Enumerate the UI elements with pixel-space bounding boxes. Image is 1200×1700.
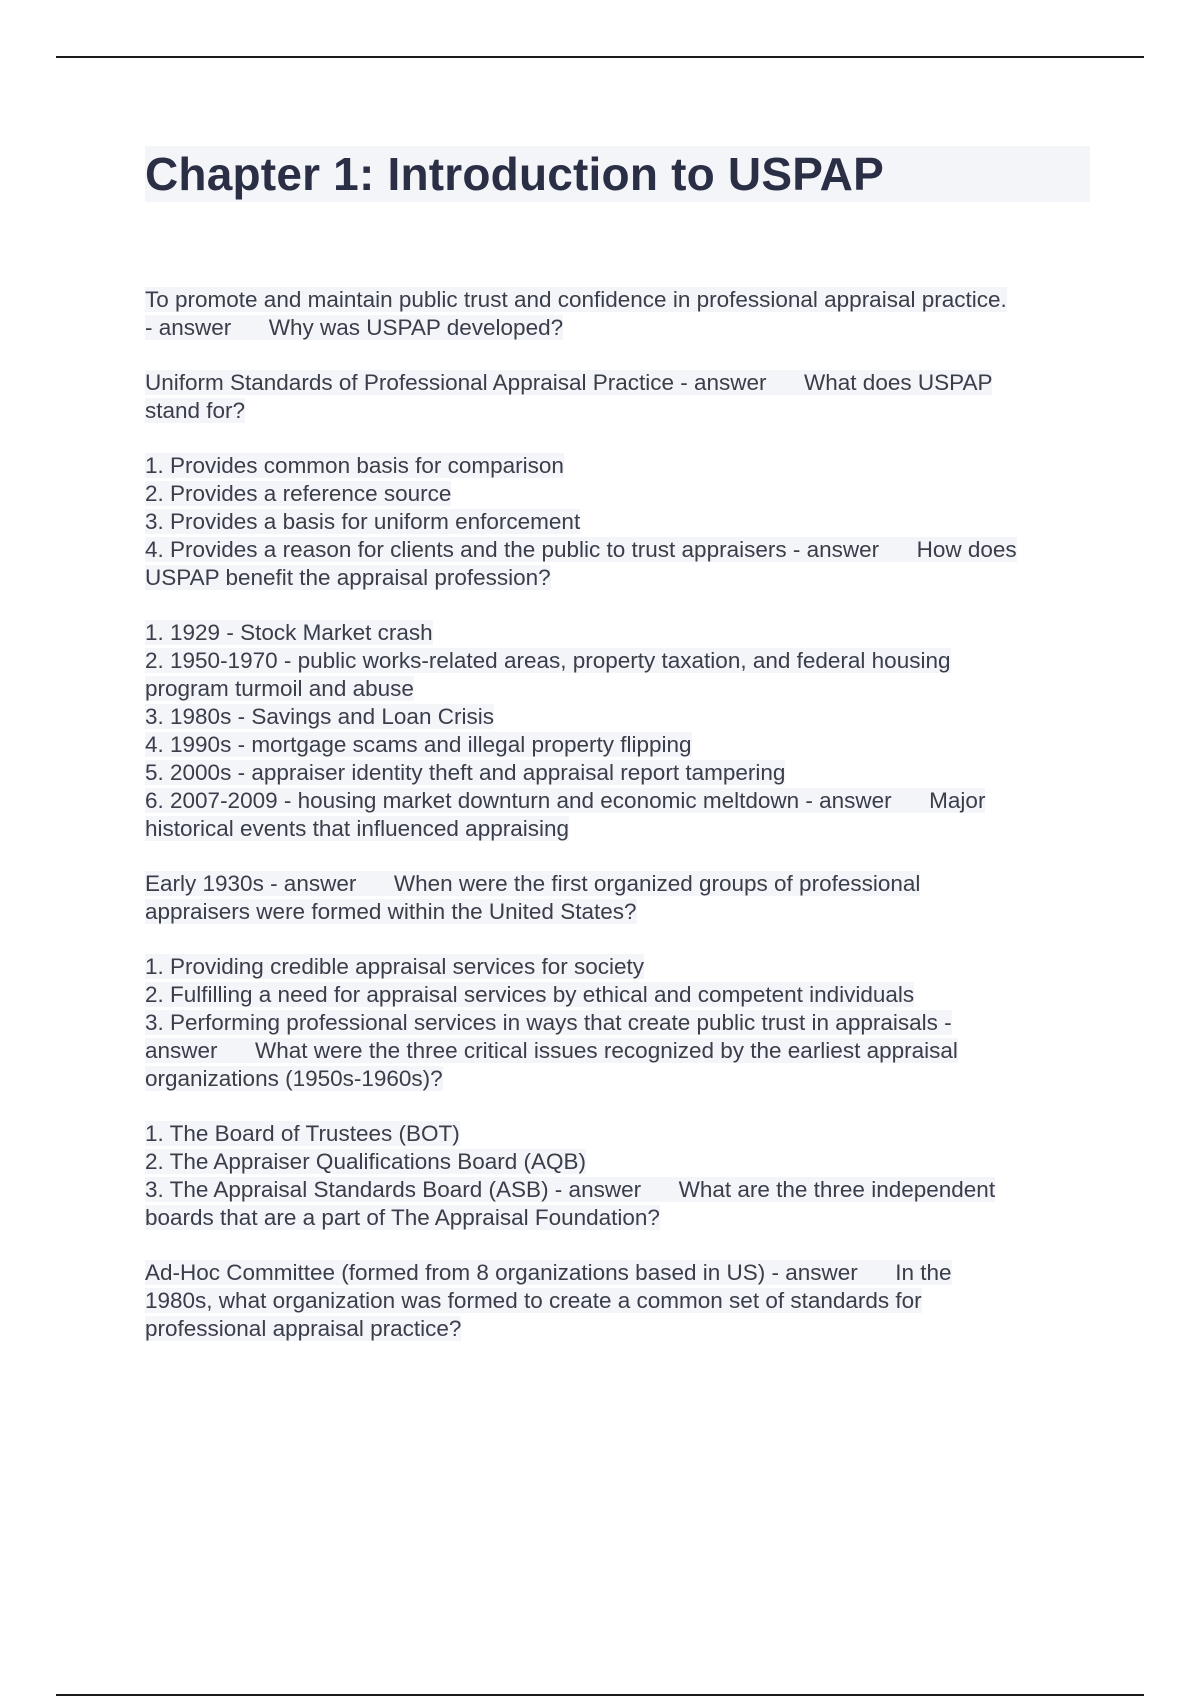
qa-line: Ad-Hoc Committee (formed from 8 organizations based in US) - answer In the xyxy=(145,1260,952,1285)
qa-list xyxy=(145,286,1090,1343)
qa-line: 2. The Appraiser Qualifications Board (AQB) xyxy=(145,1149,587,1174)
qa-line: organizations (1950s-1960s)? xyxy=(145,1066,443,1091)
qa-line: 4. 1990s - mortgage scams and illegal property flipping xyxy=(145,732,692,757)
bottom-rule xyxy=(56,1694,1144,1696)
qa-line: 1. 1929 - Stock Market crash xyxy=(145,620,433,645)
qa-line: professional appraisal practice? xyxy=(145,1316,462,1341)
qa-item xyxy=(145,286,1090,342)
qa-line: historical events that influenced appraising xyxy=(145,816,570,841)
qa-line: - answer Why was USPAP developed? xyxy=(145,315,564,340)
qa-line: 2. Fulfilling a need for appraisal services by ethical and competent individuals xyxy=(145,982,915,1007)
qa-line: USPAP benefit the appraisal profession? xyxy=(145,565,551,590)
qa-item xyxy=(145,369,1090,425)
document-body xyxy=(145,146,1090,1370)
qa-line: Early 1930s - answer When were the first organized groups of professional xyxy=(145,871,921,896)
qa-line: 3. The Appraisal Standards Board (ASB) - answer What are the three independent xyxy=(145,1177,996,1202)
qa-line: 1980s, what organization was formed to create a common set of standards for xyxy=(145,1288,922,1313)
qa-line: answer What were the three critical issues recognized by the earliest appraisal xyxy=(145,1038,958,1063)
qa-item xyxy=(145,619,1090,843)
qa-line: stand for? xyxy=(145,398,246,423)
page-title: Chapter 1: Introduction to USPAP xyxy=(145,148,884,200)
qa-line: 2. Provides a reference source xyxy=(145,481,452,506)
qa-line: 3. Performing professional services in ways that create public trust in appraisals - xyxy=(145,1010,952,1035)
qa-line: boards that are a part of The Appraisal Foundation? xyxy=(145,1205,660,1230)
qa-item xyxy=(145,1120,1090,1232)
qa-item xyxy=(145,870,1090,926)
qa-line: 3. Provides a basis for uniform enforcement xyxy=(145,509,581,534)
qa-line: 4. Provides a reason for clients and the public to trust appraisers - answer How does xyxy=(145,537,1017,562)
qa-item xyxy=(145,452,1090,592)
qa-line: 6. 2007-2009 - housing market downturn and economic meltdown - answer Major xyxy=(145,788,986,813)
qa-line: 1. Provides common basis for comparison xyxy=(145,453,564,478)
qa-line: 1. The Board of Trustees (BOT) xyxy=(145,1121,460,1146)
qa-line: appraisers were formed within the United States? xyxy=(145,899,637,924)
qa-line: 5. 2000s - appraiser identity theft and appraisal report tampering xyxy=(145,760,786,785)
top-rule xyxy=(56,56,1144,58)
title-block xyxy=(145,146,1090,202)
qa-item xyxy=(145,953,1090,1093)
qa-line: Uniform Standards of Professional Appraisal Practice - answer What does USPAP xyxy=(145,370,993,395)
qa-item xyxy=(145,1259,1090,1343)
qa-line: 1. Providing credible appraisal services for society xyxy=(145,954,644,979)
qa-line: 2. 1950-1970 - public works-related areas, property taxation, and federal housing xyxy=(145,648,951,673)
qa-line: 3. 1980s - Savings and Loan Crisis xyxy=(145,704,494,729)
qa-line: To promote and maintain public trust and confidence in professional appraisal practice. xyxy=(145,287,1007,312)
qa-line: program turmoil and abuse xyxy=(145,676,414,701)
